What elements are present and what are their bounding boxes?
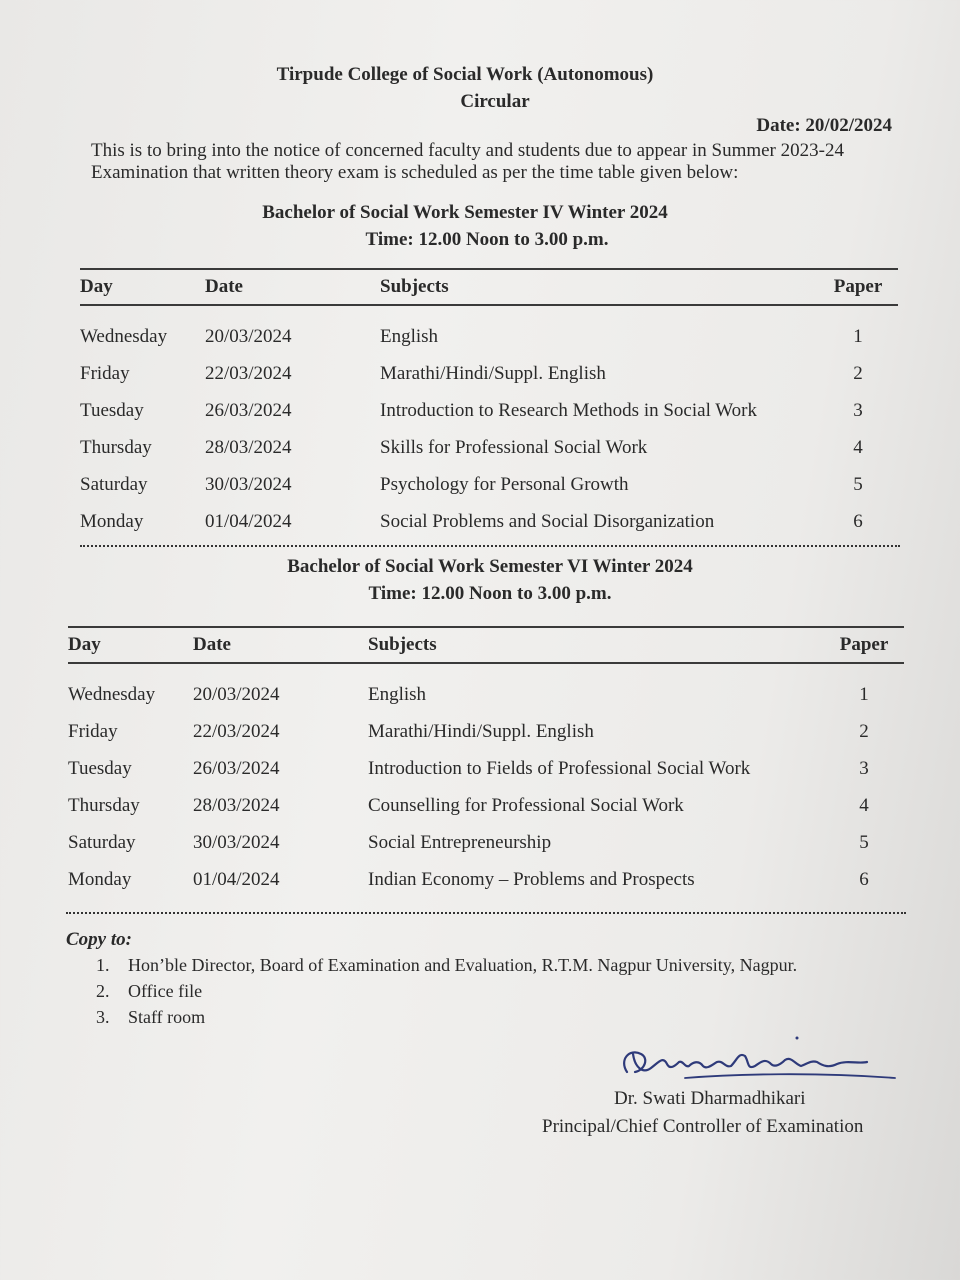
cell-paper: 2: [853, 362, 863, 384]
table-row: [80, 392, 898, 429]
list-item: [96, 978, 797, 1004]
cell-subject: Skills for Professional Social Work: [380, 436, 648, 458]
sem4-time: Time: 12.00 Noon to 3.00 p.m.: [365, 229, 609, 250]
cell-paper: 3: [853, 399, 863, 421]
cell-paper: 1: [859, 683, 869, 705]
column-header-day: Day: [80, 276, 113, 297]
cell-day: Thursday: [68, 794, 140, 816]
cell-day: Saturday: [68, 831, 136, 853]
cell-day: Thursday: [80, 436, 152, 458]
cell-date: 01/04/2024: [193, 868, 280, 890]
cell-day: Wednesday: [80, 325, 168, 347]
cell-paper: 6: [859, 868, 869, 890]
list-item: [96, 952, 797, 978]
list-number: 1.: [96, 955, 110, 975]
sem6-title: Bachelor of Social Work Semester VI Winter 2024: [287, 556, 693, 577]
list-text: Staff room: [128, 1007, 206, 1027]
dotted-divider: [66, 912, 906, 914]
cell-paper: 5: [859, 831, 869, 853]
table-row: [80, 429, 898, 466]
cell-subject: Marathi/Hindi/Suppl. English: [368, 720, 594, 742]
cell-subject: Counselling for Professional Social Work: [368, 794, 684, 816]
cell-subject: Introduction to Fields of Professional Social Work: [368, 757, 751, 779]
cell-day: Monday: [68, 868, 132, 890]
table-row: [68, 824, 904, 861]
table-row: [68, 750, 904, 787]
cell-paper: 5: [853, 473, 863, 495]
cell-day: Tuesday: [80, 399, 144, 421]
cell-subject: English: [368, 683, 427, 705]
cell-date: 20/03/2024: [205, 325, 292, 347]
dotted-divider: [80, 545, 900, 547]
cell-date: 26/03/2024: [193, 757, 280, 779]
cell-date: 20/03/2024: [193, 683, 280, 705]
cell-paper: 1: [853, 325, 863, 347]
cell-day: Wednesday: [68, 683, 156, 705]
cell-subject: Indian Economy – Problems and Prospects: [368, 868, 695, 890]
circular-date: Date: 20/02/2024: [756, 115, 892, 136]
table-row: [68, 713, 904, 750]
cell-paper: 4: [853, 436, 863, 458]
intro-paragraph: This is to bring into the notice of concerned faculty and students due to appear in Summer 2023-24 Examination that written theory exam is scheduled as per the time table given below:: [91, 140, 844, 183]
column-header-subjects: Subjects: [368, 634, 437, 655]
copy-to-label: Copy to:: [66, 929, 132, 950]
column-header-subjects: Subjects: [380, 276, 449, 297]
column-header-paper: Paper: [839, 634, 889, 655]
cell-day: Tuesday: [68, 757, 132, 779]
sem6-time: Time: 12.00 Noon to 3.00 p.m.: [368, 583, 612, 604]
cell-paper: 6: [853, 510, 863, 532]
cell-subject: Introduction to Research Methods in Social Work: [380, 399, 757, 421]
cell-subject: Marathi/Hindi/Suppl. English: [380, 362, 606, 384]
column-header-date: Date: [205, 276, 243, 297]
sem4-timetable: [80, 268, 898, 540]
table-header-row: [80, 269, 898, 305]
cell-date: 28/03/2024: [193, 794, 280, 816]
list-item: [96, 1004, 797, 1030]
sem6-rows: [68, 663, 904, 898]
table-row: [80, 503, 898, 540]
list-text: Office file: [128, 981, 203, 1001]
sem4-rows: [80, 305, 898, 540]
cell-date: 01/04/2024: [205, 510, 292, 532]
cell-date: 26/03/2024: [205, 399, 292, 421]
signatory-title: Principal/Chief Controller of Examination: [542, 1116, 864, 1137]
list-number: 3.: [96, 1007, 110, 1027]
cell-date: 30/03/2024: [205, 473, 292, 495]
table-row: [80, 305, 898, 355]
table-header-row: [68, 627, 904, 663]
cell-subject: Social Entrepreneurship: [368, 831, 552, 853]
cell-subject: English: [380, 325, 439, 347]
cell-date: 22/03/2024: [193, 720, 280, 742]
document-type: Circular: [460, 91, 530, 112]
cell-paper: 3: [859, 757, 869, 779]
table-row: [68, 861, 904, 898]
cell-subject: Social Problems and Social Disorganization: [380, 510, 715, 532]
cell-paper: 4: [859, 794, 869, 816]
cell-paper: 2: [859, 720, 869, 742]
table-row: [80, 355, 898, 392]
signatory-name: Dr. Swati Dharmadhikari: [614, 1088, 806, 1109]
copy-to-list: [96, 952, 797, 1030]
cell-day: Monday: [80, 510, 144, 532]
handwritten-signature: [615, 1034, 905, 1094]
cell-date: 30/03/2024: [193, 831, 280, 853]
cell-day: Saturday: [80, 473, 148, 495]
table-row: [68, 787, 904, 824]
cell-day: Friday: [80, 362, 130, 384]
list-number: 2.: [96, 981, 110, 1001]
sem6-timetable: [68, 626, 904, 898]
table-row: [80, 466, 898, 503]
table-row: [68, 663, 904, 713]
sem4-title: Bachelor of Social Work Semester IV Winter 2024: [262, 202, 668, 223]
cell-day: Friday: [68, 720, 118, 742]
college-name: Tirpude College of Social Work (Autonomous): [276, 64, 654, 85]
column-header-day: Day: [68, 634, 101, 655]
list-text: Hon’ble Director, Board of Examination and Evaluation, R.T.M. Nagpur University, Nagpur.: [128, 955, 798, 975]
column-header-date: Date: [193, 634, 231, 655]
cell-date: 28/03/2024: [205, 436, 292, 458]
cell-subject: Psychology for Personal Growth: [380, 473, 629, 495]
cell-date: 22/03/2024: [205, 362, 292, 384]
column-header-paper: Paper: [833, 276, 883, 297]
